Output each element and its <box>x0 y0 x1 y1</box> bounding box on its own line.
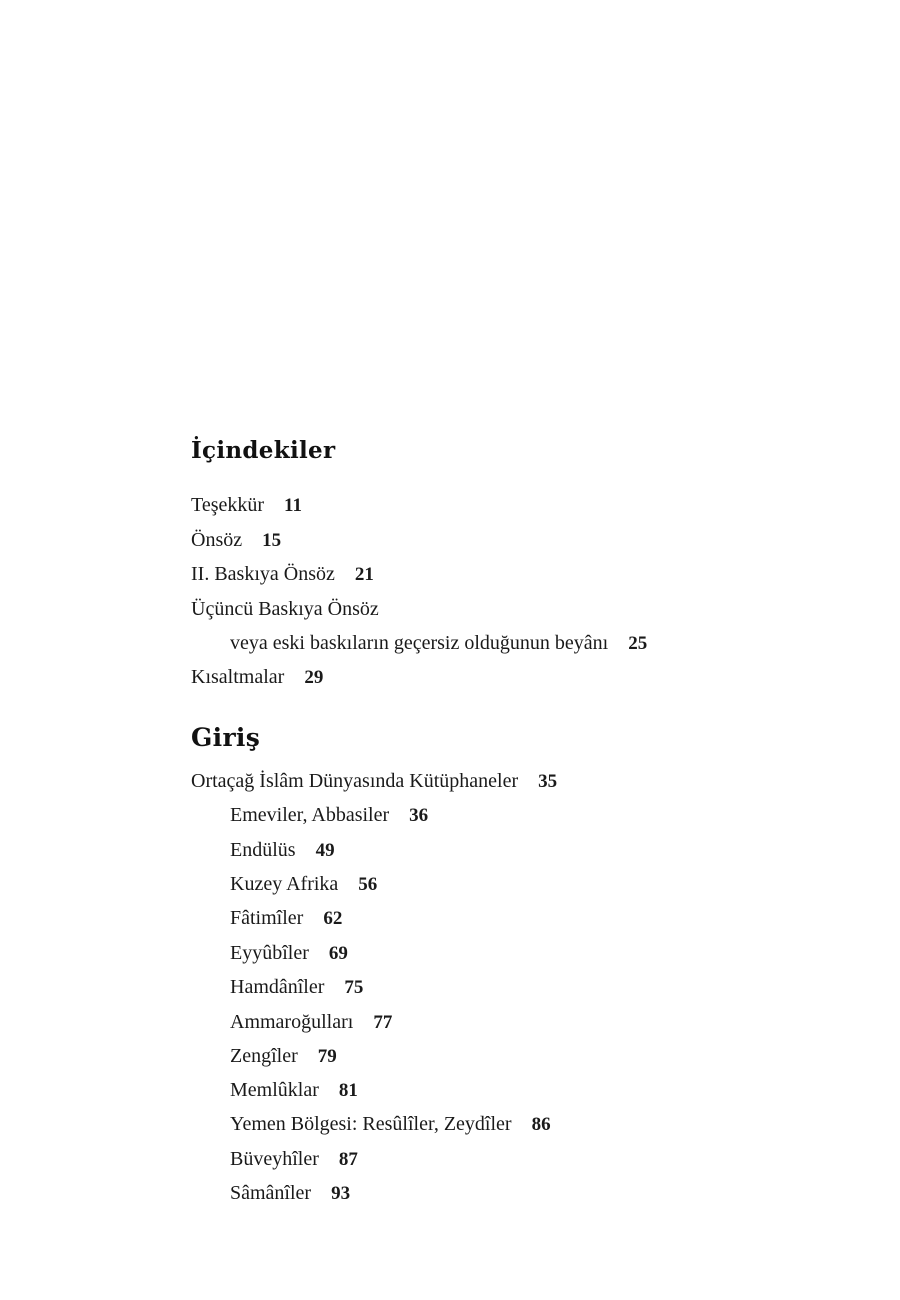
entry-title: Memlûklar <box>230 1079 319 1101</box>
entry-page-number: 36 <box>409 805 429 826</box>
entry-title: Endülüs <box>230 839 296 861</box>
toc-subentry <box>230 1146 358 1173</box>
entry-title: Ammaroğulları <box>230 1011 354 1033</box>
toc-subentry <box>230 1111 551 1138</box>
toc-subentry <box>230 974 363 1001</box>
entry-page-number: 62 <box>323 908 343 929</box>
toc-subentry <box>230 871 377 898</box>
entry-title: Zengîler <box>230 1045 298 1067</box>
entry-title: Önsöz <box>191 529 243 551</box>
toc-heading: İçindekiler <box>191 437 336 464</box>
toc-subentry <box>230 1009 392 1036</box>
entry-page-number: 25 <box>628 633 648 654</box>
entry-page-number: 29 <box>304 667 324 688</box>
entry-page-number: 35 <box>538 771 558 792</box>
entry-title: Ortaçağ İslâm Dünyasında Kütüphaneler <box>191 770 519 792</box>
entry-page-number: 11 <box>284 495 302 516</box>
entry-page-number: 77 <box>373 1012 393 1033</box>
toc-entry-continuation <box>230 630 647 657</box>
entry-title: Kısaltmalar <box>191 666 285 688</box>
toc-subentry <box>230 940 348 967</box>
toc-entry <box>191 492 302 519</box>
entry-page-number: 86 <box>531 1114 551 1135</box>
toc-subentry <box>230 1077 358 1104</box>
entry-title: II. Baskıya Önsöz <box>191 563 335 585</box>
book-page <box>191 0 871 1300</box>
toc-entry <box>191 664 323 691</box>
toc-subentry <box>230 837 335 864</box>
toc-subentry <box>230 905 342 932</box>
entry-title: Büveyhîler <box>230 1148 319 1170</box>
toc-entry <box>191 768 557 795</box>
entry-page-number: 79 <box>317 1046 337 1067</box>
toc-entry <box>191 596 379 622</box>
entry-page-number: 69 <box>328 943 348 964</box>
entry-title: Hamdânîler <box>230 976 325 998</box>
entry-page-number: 87 <box>338 1149 358 1170</box>
entry-page-number: 75 <box>344 977 364 998</box>
entry-page-number: 49 <box>315 840 335 861</box>
entry-page-number: 93 <box>331 1183 351 1204</box>
entry-title: Fâtimîler <box>230 907 304 929</box>
entry-title: Kuzey Afrika <box>230 873 339 895</box>
entry-title: veya eski baskıların geçersiz olduğunun beyânı <box>230 632 609 654</box>
entry-title: Sâmânîler <box>230 1182 312 1204</box>
entry-title: Üçüncü Baskıya Önsöz <box>191 598 379 620</box>
entry-page-number: 15 <box>262 530 282 551</box>
entry-title: Teşekkür <box>191 494 265 516</box>
entry-title: Emeviler, Abbasiler <box>230 804 390 826</box>
entry-page-number: 21 <box>354 564 374 585</box>
toc-subentry <box>230 1043 337 1070</box>
entry-page-number: 56 <box>358 874 378 895</box>
toc-entry <box>191 561 374 588</box>
entry-title: Eyyûbîler <box>230 942 309 964</box>
toc-subentry <box>230 1180 350 1207</box>
entry-title: Yemen Bölgesi: Resûlîler, Zeydîler <box>230 1113 512 1135</box>
entry-page-number: 81 <box>338 1080 358 1101</box>
toc-subentry <box>230 802 428 829</box>
toc-entry <box>191 527 281 554</box>
giris-heading: Giriş <box>191 723 261 752</box>
